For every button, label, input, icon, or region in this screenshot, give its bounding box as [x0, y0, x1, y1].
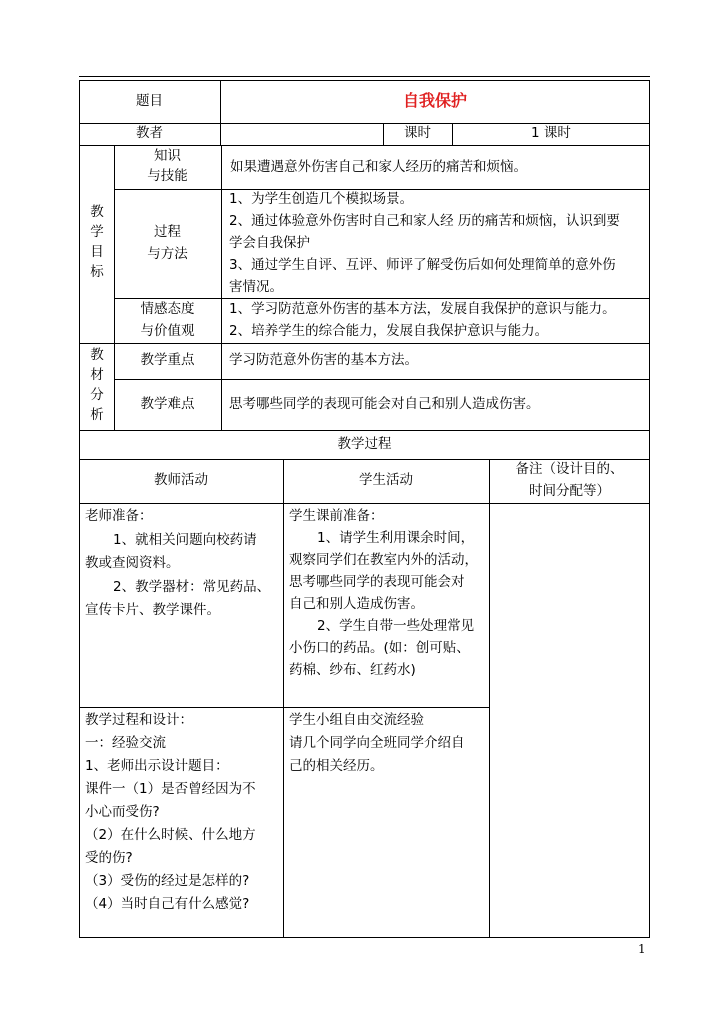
row2-teacher-line: 教学过程和设计：	[85, 712, 193, 728]
row1-student-line: 药棉、纱布、红药水)	[289, 662, 416, 678]
process-label-2: 与方法	[147, 246, 188, 262]
row2-student-line: 己的相关经历。	[289, 758, 384, 774]
row1-teacher-line: 1、就相关问题向校药请	[113, 532, 257, 548]
row1-student-line: 小伤口的药品。(如：创可贴、	[289, 640, 470, 656]
row1-teacher-line: 宣传卡片、教学课件。	[85, 602, 220, 618]
row1-student-line: 自己和别人造成伤害。	[289, 596, 424, 612]
attitude-label-1: 情感态度	[140, 301, 195, 317]
knowledge-label-2: 与技能	[147, 168, 188, 184]
row1-student-line: 思考哪些同学的表现可能会对	[289, 574, 465, 590]
row2-teacher-line: 小心而受伤?	[85, 804, 160, 820]
row2-teacher-line: 1、老师出示设计题目：	[85, 758, 229, 774]
col-notes-header-2: 时间分配等）	[529, 483, 610, 499]
difficulty-label: 教学难点	[140, 396, 195, 412]
row1-student-line: 观察同学们在教室内外的活动，	[289, 552, 478, 568]
analysis-group-label: 教材分析	[90, 347, 104, 423]
knowledge-label-1: 知识	[154, 148, 181, 164]
lesson-title: 自我保护	[402, 91, 467, 110]
col-student-header: 学生活动	[359, 472, 413, 488]
knowledge-content: 如果遭遇意外伤害自己和家人经历的痛苦和烦恼。	[230, 159, 527, 175]
row1-student-line: 2、学生自带一些处理常见	[317, 618, 475, 634]
row1-student-line: 1、请学生利用课余时间，	[317, 530, 475, 546]
row1-teacher-line: 老师准备：	[85, 508, 153, 524]
row1-teacher-line: 2、教学器材：常见药品、	[113, 579, 271, 595]
title-label: 题目	[136, 93, 163, 109]
process-line: 学会自我保护	[229, 235, 310, 251]
attitude-line: 1、学习防范意外伤害的基本方法，发展自我保护的意识与能力。	[229, 301, 616, 317]
row2-teacher-line: （3）受伤的经过是怎样的?	[85, 873, 250, 889]
process-line: 害情况。	[229, 279, 283, 295]
row2-student-line: 学生小组自由交流经验	[289, 712, 424, 728]
row2-teacher-line: （4）当时自己有什么感觉?	[85, 896, 250, 912]
process-line: 3、通过学生自评、互评、师评了解受伤后如何处理简单的意外伤	[229, 257, 616, 273]
col-teacher-header: 教师活动	[154, 472, 208, 488]
goals-group-label: 教学目标	[90, 204, 104, 280]
row2-student-line: 请几个同学向全班同学介绍自	[289, 735, 465, 751]
key-point-label: 教学重点	[140, 352, 195, 368]
header-rule	[79, 76, 650, 77]
process-line: 2、通过体验意外伤害时自己和家人经 历的痛苦和烦恼，认识到要	[229, 213, 620, 229]
page-number: 1	[638, 942, 646, 956]
key-point-content: 学习防范意外伤害的基本方法。	[229, 352, 418, 368]
row2-teacher-line: 一：经验交流	[85, 735, 166, 751]
attitude-label-2: 与价值观	[140, 323, 195, 339]
process-line: 1、为学生创造几个模拟场景。	[229, 191, 414, 207]
col-notes-header-1: 备注（设计目的、	[515, 461, 624, 477]
row2-teacher-line: （2）在什么时候、什么地方	[85, 827, 256, 843]
process-section-title: 教学过程	[337, 436, 392, 452]
hours-label: 课时	[404, 125, 431, 141]
row2-teacher-line: 受的伤?	[85, 850, 133, 866]
row1-student-line: 学生课前准备：	[289, 508, 384, 524]
row2-teacher-line: 课件一（1）是否曾经因为不	[85, 781, 256, 797]
difficulty-content: 思考哪些同学的表现可能会对自己和别人造成伤害。	[229, 396, 540, 412]
hours-value: 1 课时	[531, 125, 571, 141]
teacher-label: 教者	[136, 125, 163, 141]
process-label-1: 过程	[154, 224, 181, 240]
row1-teacher-line: 教或查阅资料。	[85, 555, 180, 571]
attitude-line: 2、培养学生的综合能力，发展自我保护意识与能力。	[229, 323, 549, 339]
